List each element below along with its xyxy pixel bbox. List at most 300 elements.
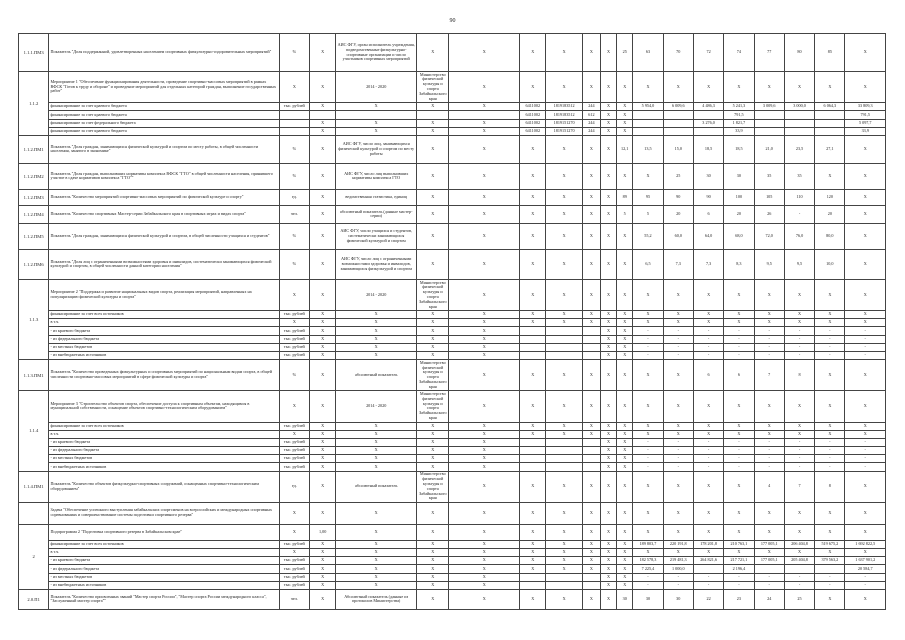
row-base1: Х — [600, 352, 616, 360]
row-base1: Х — [600, 111, 616, 119]
row-unit: % — [279, 34, 309, 72]
finance-row — [19, 103, 886, 111]
row-base2: 25 — [617, 34, 633, 72]
row-value: Х — [754, 430, 784, 438]
row-method: Х — [336, 119, 417, 127]
row-period: Х — [417, 557, 449, 565]
row-grbs: Х — [520, 565, 546, 573]
row-value: Х — [633, 163, 663, 189]
row-value: Х — [845, 163, 886, 189]
row-unit: тыс. рублей — [279, 455, 309, 463]
row-value: 18,5 — [693, 135, 723, 163]
row-value: Х — [815, 163, 845, 189]
row-vr: 612 — [582, 111, 600, 119]
row-value — [754, 127, 784, 135]
row-value: Х — [845, 223, 886, 249]
row-period: Х — [417, 581, 449, 589]
row-weight: Х — [310, 540, 336, 548]
row-base2: Х — [617, 573, 633, 581]
row-method: Х — [336, 438, 417, 446]
row-period: Х — [417, 319, 449, 327]
finance-row — [19, 581, 886, 589]
row-vr: Х — [582, 565, 600, 573]
row-weight: Х — [310, 343, 336, 351]
row-name: - из краевого бюджета — [49, 327, 279, 335]
row-name: финансирование за счет краевого бюджета — [49, 127, 279, 135]
row-base2: Х — [617, 455, 633, 463]
row-executor: Х — [449, 557, 520, 565]
row-grbs — [520, 352, 546, 360]
row-code: 1.1.1.ПМ3 — [19, 34, 49, 72]
row-value: 33,9 — [845, 127, 886, 135]
row-grbs: Х — [520, 279, 546, 310]
row-method: Х — [336, 103, 417, 111]
row-grbs: Х — [520, 540, 546, 548]
row-executor: Х — [449, 119, 520, 127]
row-base1: Х — [600, 455, 616, 463]
row-unit: % — [279, 223, 309, 249]
row-weight: Х — [310, 319, 336, 327]
row-base1: Х — [600, 189, 616, 205]
row-name: - из местных бюджетов — [49, 573, 279, 581]
row-base2: Х — [617, 447, 633, 455]
row-base1: Х — [600, 391, 616, 422]
row-csr: Х — [546, 205, 582, 223]
row-name: в т.ч. — [49, 548, 279, 556]
row-value: 9,5 — [784, 249, 814, 279]
row-unit: Х — [279, 72, 309, 103]
row-method: абсолютный показатель — [336, 471, 417, 502]
row-grbs: Х — [520, 249, 546, 279]
row-value: 791,5 — [845, 111, 886, 119]
row-value — [784, 111, 814, 119]
row-method: Х — [336, 327, 417, 335]
row-base1: Х — [600, 205, 616, 223]
row-vr: Х — [582, 422, 600, 430]
row-unit: тыс. рублей — [279, 327, 309, 335]
row-executor: Х — [449, 565, 520, 573]
measure-row — [19, 391, 886, 422]
row-value: 7 — [784, 471, 814, 502]
row-unit: Х — [279, 430, 309, 438]
row-value: - — [815, 463, 845, 471]
row-name: Мероприятие 3 "Строительство объектов спорта, обеспечение доступа к спортивным объектам, находящимся в муниципальной собственности, оснащение объектов спортивно-технологическим оборудованием" — [49, 391, 279, 422]
row-code: 2 — [19, 524, 49, 589]
row-method: Х — [336, 548, 417, 556]
row-value: Х — [663, 72, 693, 103]
row-csr: Х — [546, 223, 582, 249]
row-value: - — [784, 438, 814, 446]
row-base2: Х — [617, 422, 633, 430]
row-base1: Х — [600, 573, 616, 581]
row-period: Х — [417, 502, 449, 524]
row-value: Х — [815, 72, 845, 103]
row-base1: Х — [600, 279, 616, 310]
row-base2: Х — [617, 343, 633, 351]
row-value: 20 — [724, 205, 754, 223]
row-method: абсолютный показатель (данные мастер-серии) — [336, 205, 417, 223]
row-value: - — [724, 438, 754, 446]
row-executor: Х — [449, 72, 520, 103]
row-base1: Х — [600, 430, 616, 438]
row-vr: Х — [582, 311, 600, 319]
row-code: 1.1.4 — [19, 391, 49, 471]
row-vr: 244 — [582, 103, 600, 111]
row-value: Х — [633, 524, 663, 540]
row-value: 220 191,8 — [663, 540, 693, 548]
row-weight: Х — [310, 557, 336, 565]
row-executor: Х — [449, 540, 520, 548]
row-value: - — [784, 205, 814, 223]
row-value: - — [693, 438, 723, 446]
row-unit: тыс. рублей — [279, 335, 309, 343]
row-csr: Х — [546, 189, 582, 205]
row-base1: Х — [600, 540, 616, 548]
row-value: 15,0 — [663, 135, 693, 163]
row-method: 2014 - 2020 — [336, 391, 417, 422]
row-method: АИС ФГУ, число учащихся и студентов, систематически занимающихся физической культурой и спортом — [336, 223, 417, 249]
row-executor: Х — [449, 548, 520, 556]
row-value: Х — [693, 72, 723, 103]
row-period: Х — [417, 127, 449, 135]
row-base2: Х — [617, 524, 633, 540]
row-weight: Х — [310, 471, 336, 502]
row-value: Х — [693, 279, 723, 310]
row-value: - — [693, 581, 723, 589]
row-value: 6,5 — [633, 249, 663, 279]
row-period: Х — [417, 438, 449, 446]
row-grbs: Х — [520, 34, 546, 72]
row-csr: Х — [546, 34, 582, 72]
row-weight: Х — [310, 72, 336, 103]
row-value — [633, 111, 663, 119]
row-base1: Х — [600, 135, 616, 163]
row-base2: Х — [617, 471, 633, 502]
row-value — [693, 127, 723, 135]
row-unit: тыс. рублей — [279, 573, 309, 581]
row-value: 5 — [633, 205, 663, 223]
row-name: - из внебюджетных источников — [49, 352, 279, 360]
row-value: Х — [845, 422, 886, 430]
row-value: - — [754, 581, 784, 589]
row-csr: Х — [546, 524, 582, 540]
row-value: - — [845, 335, 886, 343]
row-value: - — [633, 343, 663, 351]
page-number: 90 — [449, 18, 456, 24]
row-value: 23 — [724, 589, 754, 609]
row-name: Мероприятие 2 "Поддержка и развитие национальных видов спорта, реализация мероприятий, направленных на популяризацию физической культуры и спорта" — [49, 279, 279, 310]
row-value: 7 — [754, 360, 784, 391]
row-unit: тыс. рублей — [279, 540, 309, 548]
row-executor: Х — [449, 352, 520, 360]
row-value: 217 721,1 — [724, 557, 754, 565]
row-base1: Х — [600, 343, 616, 351]
row-value: Х — [784, 548, 814, 556]
row-weight: Х — [310, 163, 336, 189]
row-value: 8,3 — [724, 249, 754, 279]
row-value: - — [693, 327, 723, 335]
row-vr: Х — [582, 189, 600, 205]
row-value: 72,0 — [754, 223, 784, 249]
row-period: Х — [417, 548, 449, 556]
row-value: Х — [724, 279, 754, 310]
row-period: Х — [417, 311, 449, 319]
row-unit: тыс. рублей — [279, 422, 309, 430]
row-base1: Х — [600, 422, 616, 430]
row-base2: Х — [617, 502, 633, 524]
row-value: - — [845, 463, 886, 471]
row-csr — [546, 463, 582, 471]
row-weight: Х — [310, 447, 336, 455]
row-code: 1.1.3.ПМ1 — [19, 360, 49, 391]
row-csr: Х — [546, 430, 582, 438]
row-executor: Х — [449, 205, 520, 223]
row-period: Х — [417, 422, 449, 430]
measure-row — [19, 524, 886, 540]
row-grbs: Х — [520, 391, 546, 422]
row-value: 35 — [784, 163, 814, 189]
row-value: Х — [815, 430, 845, 438]
row-base2: Х — [617, 360, 633, 391]
row-base2: Х — [617, 249, 633, 279]
row-weight: Х — [310, 335, 336, 343]
finance-row — [19, 327, 886, 335]
row-value: Х — [815, 319, 845, 327]
row-period: Х — [417, 163, 449, 189]
row-weight: Х — [310, 119, 336, 127]
row-value: - — [724, 573, 754, 581]
row-value: Х — [724, 422, 754, 430]
row-vr — [582, 573, 600, 581]
row-value: - — [784, 352, 814, 360]
row-value: Х — [754, 524, 784, 540]
row-weight: Х — [310, 352, 336, 360]
row-value: Х — [633, 471, 663, 502]
row-value: - — [815, 335, 845, 343]
row-value: 3 009,6 — [754, 103, 784, 111]
row-csr: Х — [546, 502, 582, 524]
finance-row — [19, 573, 886, 581]
row-value: Х — [724, 72, 754, 103]
finance-row — [19, 319, 886, 327]
row-value: 2 196,4 — [724, 565, 754, 573]
row-value: 33,9 — [724, 127, 754, 135]
row-value — [754, 111, 784, 119]
row-value: Х — [663, 311, 693, 319]
row-value: Х — [815, 589, 845, 609]
finance-row — [19, 335, 886, 343]
row-executor: Х — [449, 391, 520, 422]
row-value: - — [633, 352, 663, 360]
row-value: - — [784, 463, 814, 471]
row-value: Х — [845, 430, 886, 438]
row-base1: Х — [600, 72, 616, 103]
row-value: Х — [815, 524, 845, 540]
row-value: Х — [693, 391, 723, 422]
row-value: Х — [633, 311, 663, 319]
row-value: - — [845, 573, 886, 581]
row-value: - — [633, 463, 663, 471]
row-value: 6 064,3 — [815, 103, 845, 111]
row-value: 74 — [724, 34, 754, 72]
row-value: Х — [663, 360, 693, 391]
row-name: - из внебюджетных источников — [49, 463, 279, 471]
row-executor: Х — [449, 189, 520, 205]
row-name: Показатель "Доля лиц с ограниченными возможностями здоровья и инвалидов, систематически занимающихся физической культурой и спортом, в общей численности данной категории населения" — [49, 249, 279, 279]
row-value: 21,0 — [754, 135, 784, 163]
row-value: - — [845, 327, 886, 335]
row-csr — [546, 352, 582, 360]
row-value: Х — [784, 311, 814, 319]
row-value: 24 — [754, 589, 784, 609]
row-csr: Х — [546, 557, 582, 565]
row-base1: Х — [600, 223, 616, 249]
row-unit — [279, 111, 309, 119]
row-csr — [546, 438, 582, 446]
row-base1: Х — [600, 548, 616, 556]
row-vr: Х — [582, 319, 600, 327]
row-value: Х — [663, 430, 693, 438]
row-value: Х — [845, 205, 886, 223]
row-csr: Х — [546, 135, 582, 163]
row-value: Х — [693, 524, 723, 540]
row-value: 7 225,4 — [633, 565, 663, 573]
row-value: 18,5 — [724, 135, 754, 163]
row-value: 120 — [815, 189, 845, 205]
row-executor: Х — [449, 135, 520, 163]
row-weight: Х — [310, 127, 336, 135]
row-value: Х — [784, 72, 814, 103]
row-value: Х — [784, 524, 814, 540]
row-value: - — [663, 335, 693, 343]
row-unit: ед. — [279, 189, 309, 205]
row-method: АИС ФГУ, число лиц выполнивших нормативы комплекса ГТО — [336, 163, 417, 189]
finance-row — [19, 557, 886, 565]
row-value: 177 005,1 — [754, 557, 784, 565]
row-base2: Х — [617, 119, 633, 127]
row-executor: Х — [449, 589, 520, 609]
row-value: - — [815, 573, 845, 581]
row-value: Х — [754, 279, 784, 310]
row-value: Х — [815, 502, 845, 524]
row-value: Х — [724, 471, 754, 502]
row-executor: Х — [449, 471, 520, 502]
row-value: - — [724, 335, 754, 343]
row-csr: 1819151270 — [546, 119, 582, 127]
row-name: Подпрограмма 2 "Подготовка спортивного резерва в Забайкальском крае" — [49, 524, 279, 540]
row-base1: Х — [600, 589, 616, 609]
row-executor: Х — [449, 581, 520, 589]
row-executor — [449, 111, 520, 119]
row-value: 35 — [754, 163, 784, 189]
row-value: 3 000,0 — [784, 103, 814, 111]
row-weight: Х — [310, 223, 336, 249]
row-weight: Х — [310, 565, 336, 573]
row-weight: Х — [310, 360, 336, 391]
finance-row — [19, 455, 886, 463]
row-base2: Х — [617, 463, 633, 471]
row-value: - — [845, 455, 886, 463]
row-unit — [279, 119, 309, 127]
row-value: Х — [633, 430, 663, 438]
row-unit: тыс. рублей — [279, 581, 309, 589]
row-code: 1.1.2.ПМ5 — [19, 223, 49, 249]
row-value: Х — [815, 391, 845, 422]
row-value — [633, 119, 663, 127]
row-unit: тыс. рублей — [279, 343, 309, 351]
row-base1: Х — [600, 311, 616, 319]
finance-row — [19, 565, 886, 573]
row-unit: % — [279, 360, 309, 391]
row-base1: Х — [600, 249, 616, 279]
row-weight: Х — [310, 205, 336, 223]
row-value: 182 578,3 — [633, 557, 663, 565]
row-value: - — [754, 335, 784, 343]
row-method: Х — [336, 502, 417, 524]
row-grbs: Х — [520, 205, 546, 223]
row-unit: тыс. рублей — [279, 463, 309, 471]
row-executor: Х — [449, 343, 520, 351]
row-method: Х — [336, 463, 417, 471]
row-value: 72 — [693, 34, 723, 72]
row-value: 85 — [815, 34, 845, 72]
row-name: - из краевого бюджета — [49, 557, 279, 565]
row-vr: Х — [582, 163, 600, 189]
row-value — [784, 127, 814, 135]
indicator-row — [19, 360, 886, 391]
row-value: Х — [633, 391, 663, 422]
row-value: - — [815, 438, 845, 446]
row-value: 519 675,2 — [815, 540, 845, 548]
row-executor: Х — [449, 463, 520, 471]
row-weight: Х — [310, 422, 336, 430]
row-value: - — [815, 343, 845, 351]
row-value: - — [845, 352, 886, 360]
row-unit: Х — [279, 279, 309, 310]
row-value: - — [754, 463, 784, 471]
row-executor: Х — [449, 447, 520, 455]
row-grbs: 6411002 — [520, 103, 546, 111]
row-vr: Х — [582, 524, 600, 540]
row-period: Х — [417, 352, 449, 360]
row-grbs: Х — [520, 360, 546, 391]
row-value: 70 — [663, 34, 693, 72]
row-method: АИС ФГУ, число лиц с ограниченными возможностями здоровья и инвалидов, занимающихся физкультурой и спортом — [336, 249, 417, 279]
row-value: 33 809,3 — [845, 103, 886, 111]
finance-row — [19, 111, 886, 119]
row-base1: Х — [600, 471, 616, 502]
row-value: - — [693, 455, 723, 463]
row-value: 379 563,2 — [815, 557, 845, 565]
row-value: - — [663, 573, 693, 581]
row-value: 55,2 — [633, 223, 663, 249]
row-base1: Х — [600, 163, 616, 189]
row-value: - — [724, 463, 754, 471]
row-unit — [279, 127, 309, 135]
row-value: - — [693, 343, 723, 351]
row-value: - — [663, 438, 693, 446]
row-value: 210 763,1 — [724, 540, 754, 548]
row-name: финансирование за счет всех источников — [49, 311, 279, 319]
row-csr — [546, 447, 582, 455]
row-value: - — [845, 438, 886, 446]
row-value: - — [724, 447, 754, 455]
row-grbs: Х — [520, 524, 546, 540]
row-value: Х — [693, 311, 723, 319]
row-name: Показатель "Количество присвоенных званий "Мастер спорта России", "Мастер спорта России международного класса", "Заслуженный мастер спорта"" — [49, 589, 279, 609]
row-value: Х — [784, 279, 814, 310]
row-unit: % — [279, 163, 309, 189]
